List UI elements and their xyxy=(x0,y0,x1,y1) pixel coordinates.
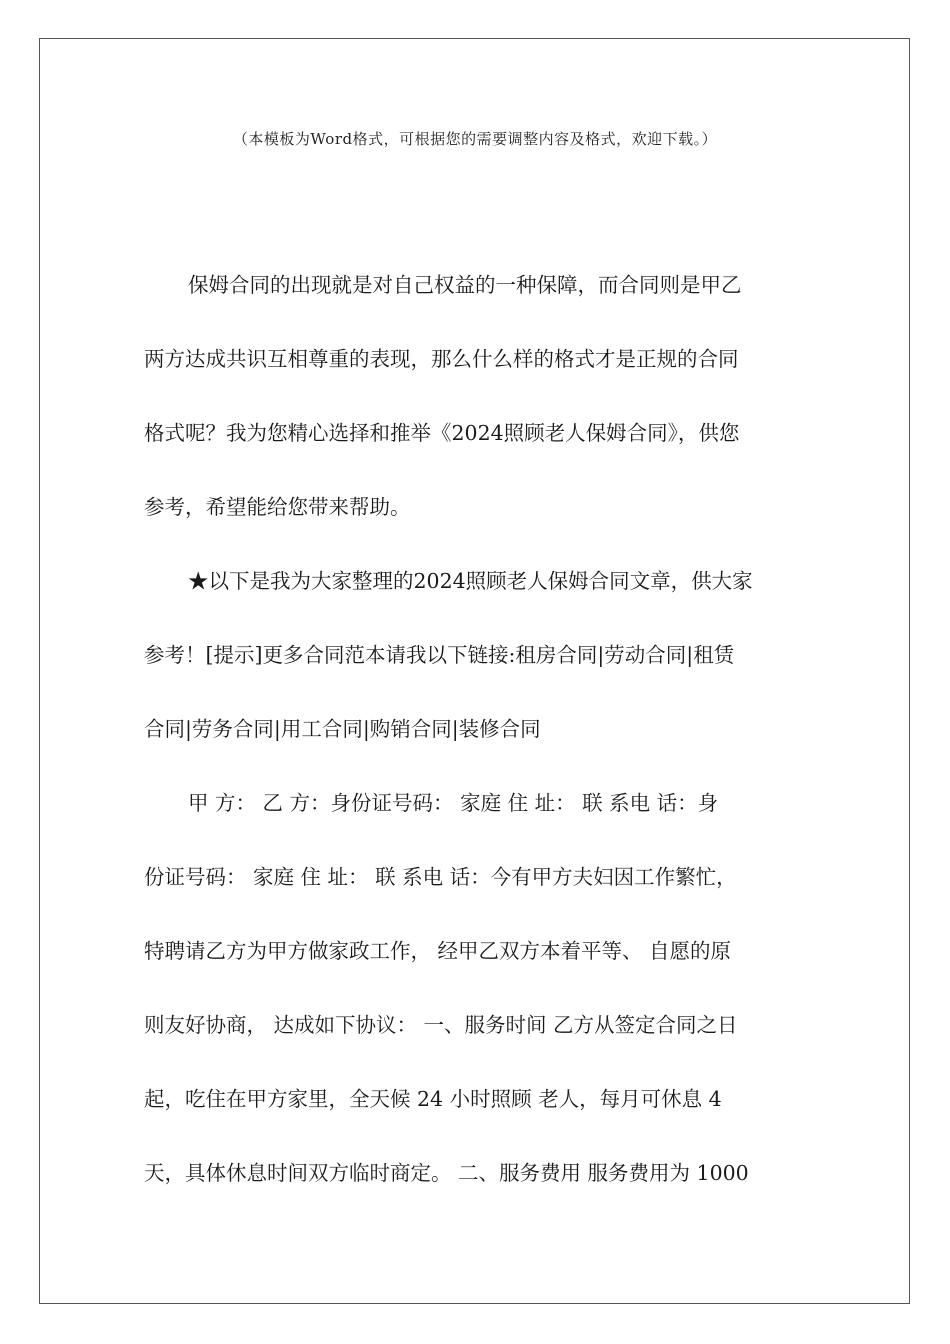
paragraph-line: 特聘请乙方为甲方做家政工作， 经甲乙双方本着平等、 自愿的原 xyxy=(144,939,732,963)
paragraph-line: 保姆合同的出现就是对自己权益的一种保障，而合同则是甲乙 xyxy=(188,273,742,297)
paragraph-line: 则友好协商， 达成如下协议： 一、服务时间 乙方从签定合同之日 xyxy=(144,1013,738,1037)
paragraph-line: 合同|劳务合同|用工合同|购销合同|装修合同 xyxy=(144,717,541,741)
paragraph-line: 起，吃住在甲方家里，全天候 24 小时照顾 老人，每月可休息 4 xyxy=(144,1087,722,1111)
paragraph-line: 格式呢？我为您精心选择和推举《2024照顾老人保姆合同》，供您 xyxy=(144,421,740,445)
paragraph-line: 参考！[提示]更多合同范本请我以下链接:租房合同|劳动合同|租赁 xyxy=(144,643,735,667)
paragraph-line: 甲 方： 乙 方：身份证号码： 家庭 住 址： 联 系电 话：身 xyxy=(188,791,719,815)
paragraph-line: 两方达成共识互相尊重的表现，那么什么样的格式才是正规的合同 xyxy=(144,347,739,371)
paragraph-line: ★以下是我为大家整理的2024照顾老人保姆合同文章，供大家 xyxy=(188,569,753,593)
paragraph-line: 参考，希望能给您带来帮助。 xyxy=(144,495,411,519)
paragraph-line: 天，具体休息时间双方临时商定。 二、服务费用 服务费用为 1000 xyxy=(144,1161,749,1185)
paragraph-line: 份证号码： 家庭 住 址： 联 系电 话：今有甲方夫妇因工作繁忙， xyxy=(144,865,737,889)
contract-body xyxy=(144,260,808,1222)
template-note: （本模板为Word格式，可根据您的需要调整内容及格式，欢迎下载。） xyxy=(232,130,718,148)
